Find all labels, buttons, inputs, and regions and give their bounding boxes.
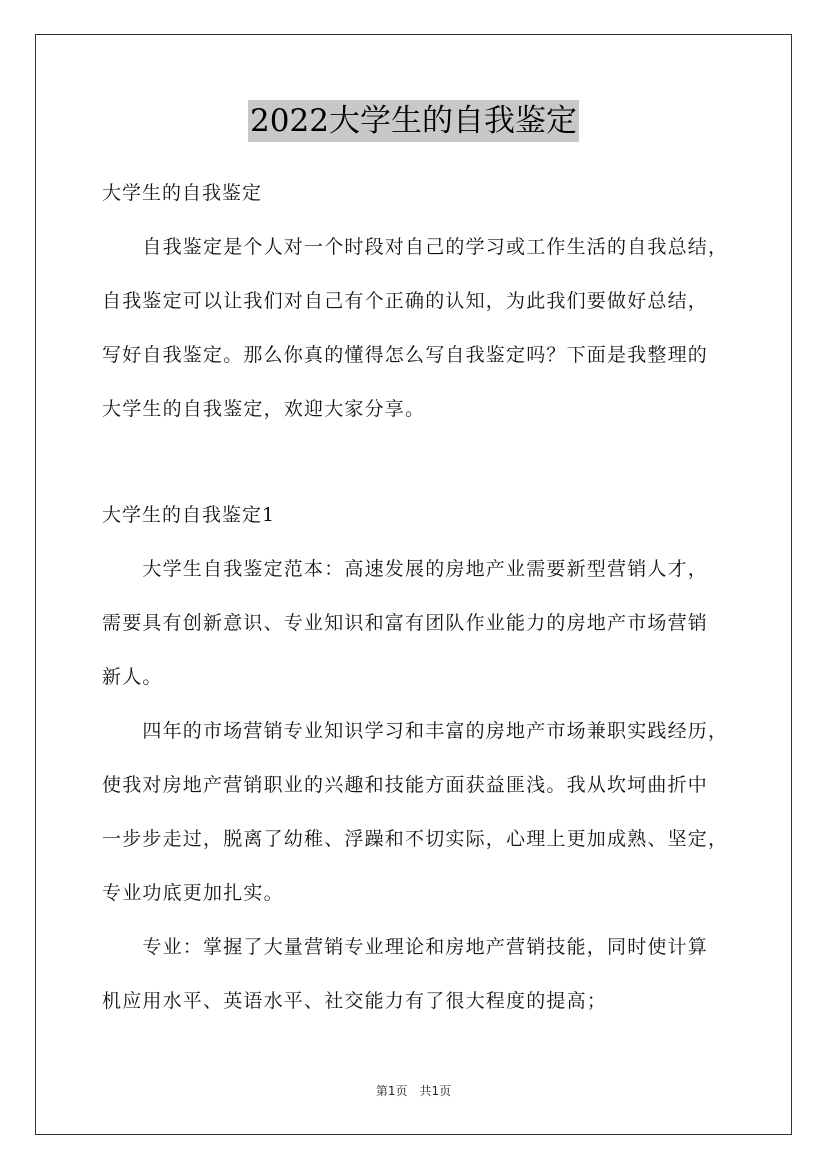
paragraph-3 (102, 924, 742, 1032)
document-body (102, 170, 742, 1032)
paragraph-line: 一步步走过，脱离了幼稚、浮躁和不切实际，心理上更加成熟、坚定， (102, 828, 729, 850)
paragraph-line: 写好自我鉴定。那么你真的懂得怎么写自我鉴定吗？下面是我整理的 (102, 344, 709, 366)
paragraph-gap (102, 440, 742, 492)
paragraph-line: 自我鉴定可以让我们对自己有个正确的认知，为此我们要做好总结， (102, 290, 709, 312)
paragraph-line: 大学生的自我鉴定，欢迎大家分享。 (102, 398, 426, 420)
paragraph-1 (102, 546, 742, 708)
paragraph-line: 四年的市场营销专业知识学习和丰富的房地产市场兼职实践经历， (102, 720, 729, 742)
page-footer: 第1页 共1页 (375, 1084, 452, 1098)
paragraph-line: 专业功底更加扎实。 (102, 882, 284, 904)
paragraph-line: 需要具有创新意识、专业知识和富有团队作业能力的房地产市场营销 (102, 612, 709, 634)
paragraph-2 (102, 708, 742, 924)
paragraph-line: 机应用水平、英语水平、社交能力有了很大程度的提高； (102, 990, 608, 1012)
paragraph-line: 使我对房地产营销职业的兴趣和技能方面获益匪浅。我从坎坷曲折中 (102, 774, 709, 796)
paragraph-line: 大学生自我鉴定范本：高速发展的房地产业需要新型营销人才， (102, 558, 709, 580)
section-heading: 大学生的自我鉴定1 (102, 504, 276, 526)
paragraph-line: 自我鉴定是个人对一个时段对自己的学习或工作生活的自我总结， (102, 236, 729, 258)
paragraph-line: 新人。 (102, 666, 163, 688)
intro-paragraph (102, 224, 742, 440)
document-title: 2022大学生的自我鉴定 (248, 100, 579, 142)
paragraph-line: 专业：掌握了大量营销专业理论和房地产营销技能，同时使计算 (102, 936, 709, 958)
title-container (0, 100, 827, 142)
intro-heading: 大学生的自我鉴定 (102, 182, 263, 204)
